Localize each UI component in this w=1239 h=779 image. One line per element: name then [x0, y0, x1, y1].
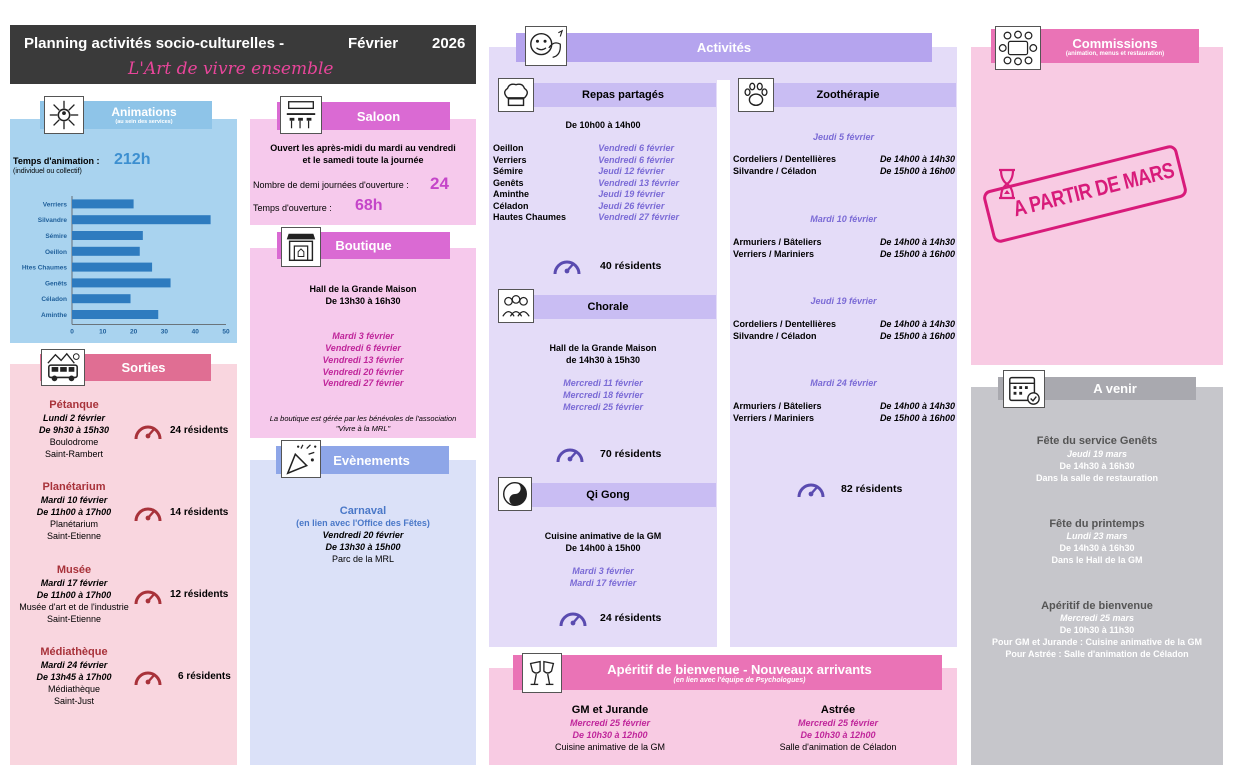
qigong-header-title: Qi Gong — [586, 489, 630, 501]
paw-icon — [738, 78, 774, 112]
event-time: De 13h30 à 15h00 — [325, 542, 401, 552]
activites-divider — [717, 80, 730, 647]
animations-bar-chart — [10, 192, 235, 338]
zoo-services: Armuriers / Bâteliers — [733, 401, 822, 411]
boutique-date: Mardi 3 février — [332, 331, 394, 341]
sortie-date: Mardi 17 février — [40, 578, 108, 588]
stamp-text: A PARTIR DE MARS — [1010, 157, 1177, 222]
sortie-place: Boulodrome — [49, 437, 99, 447]
zoo-services: Verriers / Mariniers — [733, 412, 815, 423]
sortie-date: Mardi 10 février — [40, 495, 108, 505]
sortie-name: Pétanque — [49, 399, 99, 411]
zoo-date: Jeudi 19 février — [810, 296, 877, 306]
page-subtitle: L'Art de vivre ensemble — [128, 59, 334, 79]
chorale-date: Mercredi 25 février — [562, 402, 644, 412]
avenir-event-time: De 14h30 à 16h30 — [1059, 461, 1135, 471]
sortie-time: De 11h00 à 17h00 — [36, 590, 112, 600]
animation-time-label: Temps d'animation : — [13, 156, 100, 166]
zoo-table — [733, 319, 955, 342]
chart-bar — [72, 231, 143, 240]
saloon-opening-label: Temps d'ouverture : — [253, 203, 332, 213]
repas-count: 40 résidents — [600, 260, 662, 272]
hourglass-icon — [996, 168, 1018, 200]
sortie-place: Planétarium — [49, 519, 99, 529]
theater-masks-icon — [525, 26, 567, 66]
avenir-event-place: Dans la salle de restauration — [1035, 473, 1159, 483]
chart-tick-label: 0 — [70, 328, 74, 336]
sortie-time: De 11h00 à 17h00 — [36, 507, 112, 517]
gauge-icon — [133, 665, 163, 689]
chorale-date: Mercredi 18 février — [562, 390, 644, 400]
chart-tick-label: 30 — [160, 328, 169, 336]
chart-bar — [72, 215, 211, 224]
activites-header — [516, 33, 932, 62]
sorties-header-title: Sorties — [121, 360, 166, 375]
gauge-icon — [552, 254, 582, 278]
repas-date: Vendredi 27 février — [598, 212, 679, 222]
chart-tick-label: 40 — [191, 328, 199, 336]
page-title: Planning activités socio-culturelles - — [24, 35, 285, 52]
cheers-glasses-icon — [522, 653, 562, 693]
boutique-date: Vendredi 6 février — [325, 343, 401, 353]
chart-bar — [72, 247, 140, 256]
boutique-date: Vendredi 27 février — [322, 378, 404, 388]
repas-date: Jeudi 26 février — [598, 200, 665, 211]
animation-time-note: (individuel ou collectif) — [13, 168, 82, 175]
chef-hat-icon — [498, 78, 534, 112]
repas-service: Oeillon — [493, 143, 524, 153]
boutique-note-line2: "Vivre à la MRL" — [335, 424, 391, 433]
qigong-header — [500, 483, 716, 507]
avenir-event-place-2: Pour Astrée : Salle d'animation de Céladon — [1005, 649, 1189, 659]
chorale-header-title: Chorale — [587, 301, 629, 313]
animation-time-value: 212h — [114, 151, 151, 168]
zoo-time: De 15h00 à 16h00 — [879, 412, 955, 423]
boutique-date: Vendredi 20 février — [322, 367, 404, 377]
chart-bar — [72, 278, 171, 287]
repas-service: Genêts — [493, 177, 524, 188]
chart-tick-label: 10 — [99, 328, 107, 336]
qigong-count: 24 résidents — [600, 612, 662, 624]
zoo-table — [733, 401, 955, 424]
zoo-services: Silvandre / Céladon — [733, 330, 817, 341]
saloon-header-title: Saloon — [356, 108, 401, 124]
chart-bar — [72, 199, 134, 208]
chart-category-label: Aminthe — [41, 312, 67, 319]
zoo-services: Verriers / Mariniers — [733, 248, 815, 259]
aperitif-left-date: Mercredi 25 février — [569, 718, 651, 728]
aperitif-left-site: GM et Jurande — [571, 704, 649, 716]
zoo-date: Mardi 10 février — [810, 214, 877, 224]
qigong-date: Mardi 3 février — [572, 566, 634, 576]
chart-category-label: Htes Chaumes — [21, 264, 67, 272]
gauge-icon — [133, 584, 163, 608]
event-partner: (en lien avec l'Office des Fêtes) — [296, 518, 430, 528]
aperitif-header — [513, 655, 942, 690]
chart-category-label: Oeillon — [44, 248, 67, 256]
sortie-time: De 9h30 à 15h30 — [38, 425, 110, 435]
gauge-icon — [555, 442, 585, 466]
aperitif-right-place: Salle d'animation de Céladon — [779, 742, 897, 752]
avenir-event-place: Dans le Hall de la GM — [1051, 555, 1143, 565]
yin-yang-icon — [498, 477, 532, 511]
repas-service: Sémire — [493, 166, 524, 176]
zoo-time: De 14h00 à 14h30 — [879, 401, 955, 411]
chart-category-label: Sémire — [45, 233, 67, 240]
repas-date: Jeudi 12 février — [598, 166, 665, 176]
commissions-header-sub: (animation, menus et restauration) — [1065, 50, 1165, 57]
aperitif-left-time: De 10h30 à 12h00 — [572, 730, 648, 740]
network-icon — [44, 96, 84, 134]
avenir-event-time: De 14h30 à 16h30 — [1059, 543, 1135, 553]
chart-category-label: Céladon — [41, 296, 67, 304]
zoo-services: Cordeliers / Dentellières — [733, 154, 837, 164]
zoo-services: Silvandre / Céladon — [733, 165, 817, 176]
aperitif-left-place: Cuisine animative de la GM — [554, 742, 666, 752]
animations-header-title: Animations — [111, 105, 177, 119]
event-name: Carnaval — [339, 505, 387, 517]
zoo-count: 82 résidents — [841, 483, 903, 495]
choir-icon — [498, 289, 534, 323]
sortie-name: Planétarium — [42, 481, 106, 493]
saloon-open-line1: Ouvert les après-midi du mardi au vendredi — [270, 143, 456, 153]
chorale-time: de 14h30 à 15h30 — [565, 355, 641, 365]
title-banner — [10, 25, 476, 84]
sortie-name: Musée — [56, 564, 92, 576]
boutique-note-line1: La boutique est gérée par les bénévoles de l'association — [269, 414, 457, 423]
avenir-event-time: De 10h30 à 11h30 — [1059, 625, 1135, 635]
boutique-place: Hall de la Grande Maison — [309, 284, 417, 294]
sortie-time: De 13h45 à 17h00 — [36, 672, 112, 682]
zoo-header-title: Zoothérapie — [816, 89, 880, 101]
chart-tick-label: 50 — [222, 328, 230, 336]
bus-icon — [41, 349, 85, 386]
zoo-date: Mardi 24 février — [810, 378, 877, 388]
avenir-event-name: Apéritif de bienvenue — [1041, 600, 1153, 612]
calendar-icon — [1003, 370, 1045, 408]
zoo-table — [733, 237, 955, 260]
aperitif-header-sub: (en lien avec l'équipe de Psychologues) — [673, 676, 806, 684]
zoo-time: De 15h00 à 16h00 — [879, 330, 955, 341]
saloon-open-line2: et le samedi toute la journée — [302, 155, 424, 165]
repas-date: Jeudi 19 février — [598, 189, 665, 199]
animations-header-sub: (au sein des services) — [115, 119, 173, 125]
commissions-header-title: Commissions — [1072, 35, 1158, 51]
chart-bar — [72, 263, 152, 272]
title-year: 2026 — [432, 35, 466, 52]
avenir-event-name: Fête du printemps — [1049, 518, 1145, 530]
sortie-count: 12 résidents — [170, 589, 229, 600]
title-month: Février — [348, 35, 399, 52]
chorale-count: 70 résidents — [600, 448, 662, 460]
bar-counter-icon — [280, 96, 322, 134]
saloon-half-days-value: 24 — [430, 174, 449, 193]
zoo-services: Cordeliers / Dentellières — [733, 319, 837, 329]
sortie-count: 14 résidents — [170, 507, 229, 518]
avenir-event-name: Fête du service Genêts — [1036, 435, 1158, 447]
gauge-icon — [796, 477, 826, 501]
chart-bar — [72, 294, 131, 303]
avenir-event-date: Lundi 23 mars — [1066, 531, 1128, 541]
aperitif-header-title: Apéritif de bienvenue - Nouveaux arrivants — [607, 661, 872, 677]
chorale-place: Hall de la Grande Maison — [549, 343, 657, 353]
chart-category-label: Silvandre — [37, 217, 67, 225]
boutique-time: De 13h30 à 16h30 — [325, 296, 401, 306]
sortie-city: Saint-Just — [53, 696, 95, 706]
sortie-place: Musée d'art et de l'industrie — [19, 602, 129, 612]
zoo-time: De 14h00 à 14h30 — [879, 319, 955, 329]
aperitif-right-time: De 10h30 à 12h00 — [800, 730, 876, 740]
repas-time: De 10h00 à 14h00 — [565, 120, 641, 130]
avenir-header-title: A venir — [1093, 381, 1137, 396]
repas-header-title: Repas partagés — [582, 89, 664, 101]
party-popper-icon — [281, 440, 321, 478]
sortie-count: 24 résidents — [170, 425, 229, 436]
gauge-icon — [558, 606, 588, 630]
repas-service: Verriers — [493, 154, 527, 165]
chart-tick-label: 20 — [129, 328, 138, 336]
zoo-time: De 15h00 à 16h00 — [879, 165, 955, 176]
chart-category-label: Genêts — [44, 280, 67, 288]
sortie-city: Saint-Etienne — [46, 531, 102, 541]
meeting-table-icon — [995, 26, 1041, 70]
sortie-place: Médiathèque — [47, 684, 101, 694]
chart-bar — [72, 310, 158, 319]
zoo-time: De 14h00 à 14h30 — [879, 154, 955, 164]
zoo-date: Jeudi 5 février — [812, 132, 875, 142]
zoo-time: De 14h00 à 14h30 — [879, 237, 955, 247]
repas-date: Vendredi 6 février — [598, 154, 674, 165]
activites-header-title: Activités — [696, 40, 752, 55]
avenir-event-date: Jeudi 19 mars — [1066, 449, 1128, 459]
repas-service: Céladon — [493, 200, 529, 211]
zoo-services: Armuriers / Bâteliers — [733, 237, 822, 247]
sortie-count: 6 résidents — [178, 671, 231, 682]
sortie-city: Saint-Rambert — [44, 449, 104, 459]
sortie-name: Médiathèque — [40, 646, 108, 658]
boutique-header-title: Boutique — [335, 238, 392, 253]
event-place: Parc de la MRL — [331, 554, 395, 564]
saloon-half-days-label: Nombre de demi journées d'ouverture : — [253, 180, 409, 190]
qigong-date: Mardi 17 février — [569, 578, 637, 588]
chart-category-label: Verriers — [42, 201, 67, 209]
aperitif-right-site: Astrée — [820, 704, 856, 716]
repas-table — [493, 143, 713, 224]
avenir-event-place: Pour GM et Jurande : Cuisine animative de la GM — [991, 637, 1203, 647]
sortie-date: Lundi 2 février — [42, 413, 105, 423]
repas-date: Vendredi 13 février — [598, 177, 679, 188]
shop-icon — [281, 227, 321, 267]
qigong-time: De 14h00 à 15h00 — [565, 543, 641, 553]
repas-service: Aminthe — [493, 189, 529, 199]
repas-date: Vendredi 6 février — [598, 143, 674, 153]
gauge-icon — [133, 501, 163, 525]
gauge-icon — [133, 419, 163, 443]
aperitif-right-date: Mercredi 25 février — [797, 718, 879, 728]
event-date: Vendredi 20 février — [322, 530, 404, 540]
chorale-date: Mercredi 11 février — [563, 378, 643, 388]
evenements-header-title: Evènements — [333, 452, 410, 468]
avenir-event-date: Mercredi 25 mars — [1059, 613, 1135, 623]
zoo-table — [733, 154, 955, 177]
sortie-city: Saint-Etienne — [46, 614, 102, 624]
zoo-time: De 15h00 à 16h00 — [879, 248, 955, 259]
qigong-place: Cuisine animative de la GM — [544, 531, 662, 541]
saloon-opening-value: 68h — [355, 197, 383, 214]
sortie-date: Mardi 24 février — [40, 660, 108, 670]
repas-service: Hautes Chaumes — [493, 212, 567, 222]
boutique-date: Vendredi 13 février — [322, 355, 404, 365]
